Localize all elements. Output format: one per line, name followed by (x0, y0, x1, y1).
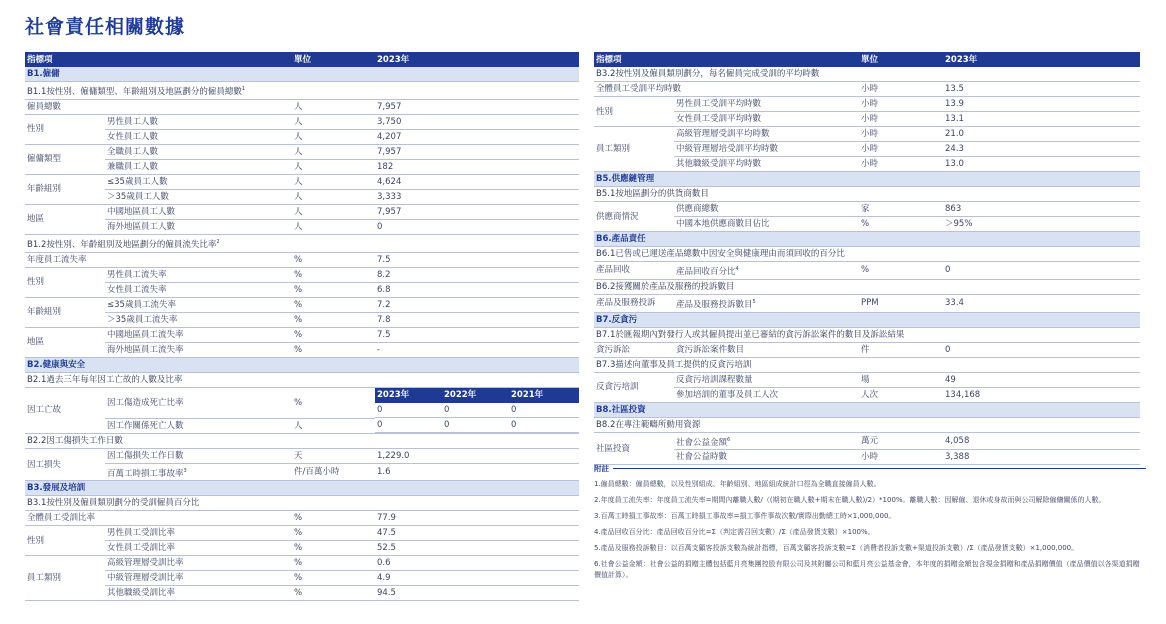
notes-divider (613, 468, 1146, 469)
footnote: 4.產品回收百分比：產品回收百分比=Σ（判定需召回支數）/Σ（產品發貨支數）×100%。 (594, 528, 875, 536)
table-row: 地區 中國地區員工人數 人 7,957 (25, 204, 579, 219)
table-row: 貪污訴訟 貪污訴訟案件數目 件 0 (594, 342, 1140, 357)
table-row: 兼職員工人數 人 182 (25, 159, 579, 174)
table-row: 其他職級受訓平均時數 小時 13.0 (594, 157, 1140, 172)
table-row: 僱傭類型 全職員工人數 人 7,957 (25, 144, 579, 159)
table-header (25, 52, 579, 67)
page-title: 社會責任相關數據 (25, 16, 186, 38)
table-row: 僱員總數 人 7,957 (25, 99, 579, 114)
table-row: 參加培訓的董事及員工人次 人次 134,168 (594, 387, 1140, 402)
subsection-row: B5.1按地區劃分的供貨商數目 (594, 187, 1140, 202)
section-row: B8.社區投資 (594, 402, 1140, 417)
section-row: B5.供應鏈管理 (594, 172, 1140, 187)
subsection-row: B6.2接獲關於產品及服務的投訴數目 (594, 279, 1140, 294)
subsection-row: B2.1過去三年每年因工亡故的人數及比率 (25, 372, 579, 387)
subsection-row: B3.2按性別及僱員類別劃分，每名僱員完成受訓的平均時數 (594, 67, 1140, 82)
footnotes (594, 463, 1146, 581)
table-row: 女性員工人數 人 4,207 (25, 129, 579, 144)
table-row: 年度員工流失率 % 7.5 (25, 252, 579, 267)
subsection-row: B7.3描述向董事及員工提供的反貪污培訓 (594, 357, 1140, 372)
table-row: ＞35歲員工流失率 % 7.8 (25, 312, 579, 327)
subsection-row: B3.1按性別及僱員類別劃分的受訓僱員百分比 (25, 496, 579, 511)
header-year: 2023年 (375, 52, 579, 67)
header-unit: 單位 (292, 52, 375, 67)
subsection-row: B1.2按性別、年齡組別及地區劃分的僱員流失比率$^2$ (25, 234, 579, 252)
table-row: 因工損失 因工傷損失工作日數 天 1,229.0 (25, 448, 579, 463)
section-row: B3.發展及培訓 (25, 481, 579, 496)
table-row: 年齡組別 ≤35歲員工人數 人 4,624 (25, 174, 579, 189)
table-row: 性別 男性員工受訓比率 % 47.5 (25, 526, 579, 541)
notes-title: 附註 (594, 463, 1146, 474)
table-row: ＞35歲員工人數 人 3,333 (25, 189, 579, 204)
table-row: 中級管理層受訓比率 % 4.9 (25, 571, 579, 586)
left-table: 指標項 單位 2023年 B1.僱傭 B1.1按性別、僱傭類型、年齡組別及地區劃分的僱員總數$^1$ 僱員總數 人 7,957 性別 男性員工人數 人 3,750 女性員工人數 人 4,207 僱傭類型 全職員工人數 人 7,957 兼職員工人數 人 182 年齡組別 ≤35歲員工人數 人 4,624 ＞35歲員工人數 人 3,333 地區 中國地區員工人數 人 7,957 海外地區員工人數 人 0 B1.2按性別、年齡組別及地區劃分的僱員流失比率$^2$ 年度員工流失率 % 7.5 性別 男性員工流失率 % 8.2 女性員工流失率 % 6.8 年齡組別 ≤35歲員工流失率 % 7.2 ＞35歲員工流失率 % 7.8 地區 中國地區員工流失率 % 7.5 海外地區員工流失率 % - B2.健康與安全 B2.1過去三年每年因工亡故的人數及比率 因工亡故 因工傷造成死亡比率 % 2023年 2022年 2021年 0 0 0 0 0 0 因工作關係死亡人數 人 B2.2因工傷損失工作日數 因工損失 因工傷損失工作日數 天 1,229.0 百萬工時損工事故率$^3$ 件/百萬小時 1.6 B3.發展及培訓 B3.1按性別及僱員類別劃分的受訓僱員百分比 全體員工受訓比率 % 77.9 性別 男性員工受訓比率 % 47.5 女性員工受訓比率 % 52.5 員工類別 高級管理層受訓比率 % 0.6 中級管理層受訓比率 % 4.9 其他職級受訓比率 % 94.5 (25, 52, 579, 601)
table-row: 女性員工受訓比率 % 52.5 (25, 541, 579, 556)
subsection-row: B6.1已售或已運送產品總數中因安全與健康理由而須回收的百分比 (594, 247, 1140, 262)
table-row: 員工類別 高級管理層受訓平均時數 小時 21.0 (594, 127, 1140, 142)
section-row: B2.健康與安全 (25, 357, 579, 372)
year-comparison-box: 2023年 2022年 2021年 0 0 0 0 0 0 (375, 387, 579, 433)
table-row: 性別 男性員工流失率 % 8.2 (25, 267, 579, 282)
table-row: 海外地區員工流失率 % - (25, 342, 579, 357)
footnote: 1.僱員總數：僱員總數，以及性別組成、年齡組別、地區組成統計口徑為全職直接僱員人數。 (594, 480, 881, 488)
section-row: B6.產品責任 (594, 232, 1140, 247)
subsection-row: B8.2在專注範疇所動用資源 (594, 417, 1140, 432)
table-row: 全體員工受訓平均時數 小時 13.5 (594, 82, 1140, 97)
table-row: 反貪污培訓 反貪污培訓課程數量 場 49 (594, 372, 1140, 387)
header-indicator: 指標項 (25, 52, 292, 67)
footnote: 2.年度員工流失率：年度員工流失率=期間內離職人數/（(期初在職人數+期末在職人數)/2）*100%。離職人數：因解僱、退休或身故而與公司解除僱傭關係的人數。 (594, 496, 1106, 504)
footnote: 5.產品及服務投訴數目：以百萬支顧客投訴支數為統計指標，百萬支顧客投訴支數=Σ（消費者投訴支數+渠道投訴支數）/Σ（產品發貨支數）×1,000,000。 (594, 544, 1079, 552)
table-row: 社區投資 社會公益金額$^6$ 萬元 4,058 (594, 432, 1140, 450)
table-row: 供應商情況 供應商總數 家 863 (594, 202, 1140, 217)
section-row: B1.僱傭 (25, 67, 579, 82)
table-row: 地區 中國地區員工流失率 % 7.5 (25, 327, 579, 342)
footnote: 6.社會公益金額：社會公益的捐贈主體包括藍月亮集團控股有限公司及其附屬公司和藍月亮公益基金會，本年度的捐贈金額包含現金捐贈和產品捐贈價值（產品價值以各渠道捐贈價值計算）。 (594, 560, 1140, 579)
table-row: 全體員工受訓比率 % 77.9 (25, 511, 579, 526)
table-row: 員工類別 高級管理層受訓比率 % 0.6 (25, 556, 579, 571)
footnote: 3.百萬工時損工事故率：百萬工時損工事故率=損工事件事故次數/實際出勤總工時×1,000,000。 (594, 512, 896, 520)
table-row: 其他職級受訓比率 % 94.5 (25, 586, 579, 601)
table-row: 性別 男性員工受訓平均時數 小時 13.9 (594, 97, 1140, 112)
table-row: 社會公益時數 小時 3,388 (594, 450, 1140, 465)
subsection-row: B2.2因工傷損失工作日數 (25, 433, 579, 448)
table-header: 指標項 單位 2023年 (594, 52, 1140, 67)
table-row: 中級管理層培受訓平均時數 小時 24.3 (594, 142, 1140, 157)
subsection-row: B1.1按性別、僱傭類型、年齡組別及地區劃分的僱員總數$^1$ (25, 82, 579, 100)
table-row: 女性員工流失率 % 6.8 (25, 282, 579, 297)
table-row: 性別 男性員工人數 人 3,750 (25, 114, 579, 129)
table-row: 產品及服務投訴 產品及服務投訴數目$^5$ PPM 33.4 (594, 294, 1140, 312)
table-row: 百萬工時損工事故率$^3$ 件/百萬小時 1.6 (25, 463, 579, 481)
table-row: 因工作關係死亡人數 人 (25, 418, 579, 433)
table-row: 海外地區員工人數 人 0 (25, 219, 579, 234)
table-row: 中國本地供應商數目佔比 % ＞95% (594, 217, 1140, 232)
section-row: B7.反貪污 (594, 312, 1140, 327)
right-table (594, 52, 1140, 465)
table-row: 年齡組別 ≤35歲員工流失率 % 7.2 (25, 297, 579, 312)
table-row: 產品回收 產品回收百分比$^4$ % 0 (594, 262, 1140, 280)
table-row: 女性員工受訓平均時數 小時 13.1 (594, 112, 1140, 127)
subsection-row: B7.1於匯報期內對發行人或其僱員提出並已審結的貪污訴訟案件的數目及訴訟結果 (594, 327, 1140, 342)
